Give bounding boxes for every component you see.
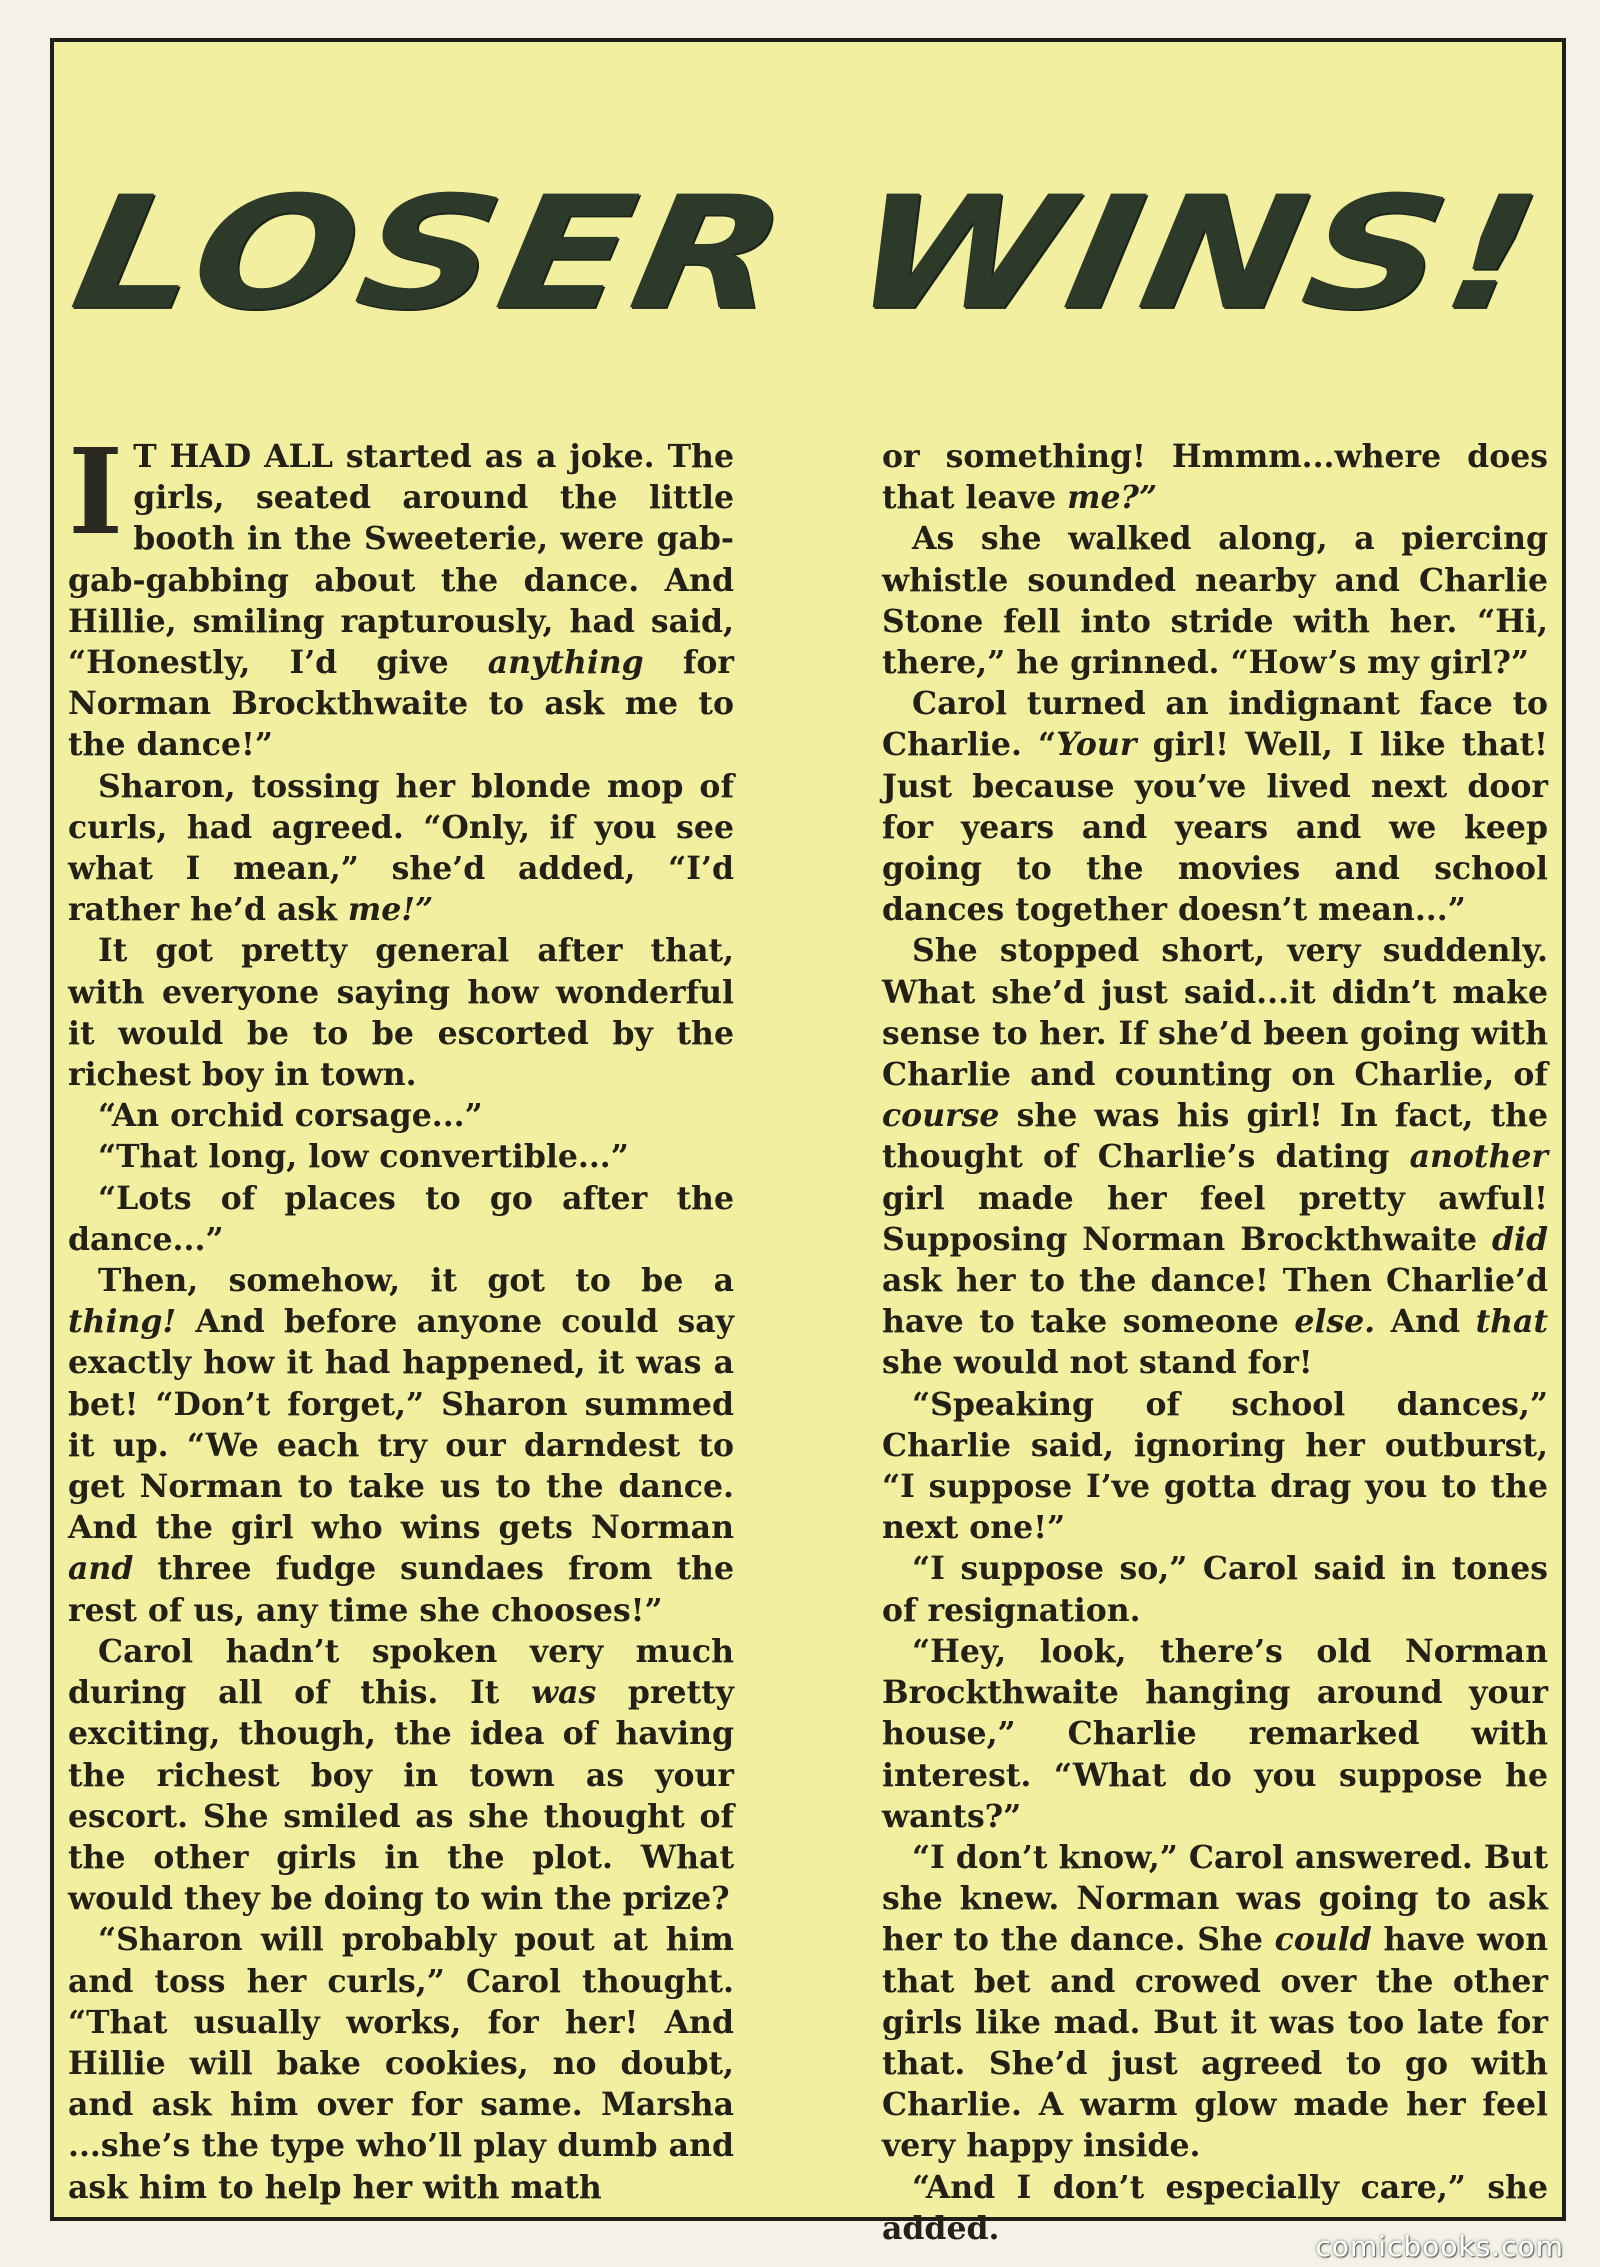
- emphasized-text: Your: [1056, 726, 1137, 764]
- text-run: She stopped short, very suddenly. What she’d just said...it didn’t make sense to her. If she’d been going with Charlie and counting on Charlie, of: [882, 932, 1548, 1094]
- text-run: she was his girl! In fact, the thought of Charlie’s dating: [882, 1097, 1548, 1176]
- site-watermark: comicbooks.com: [1315, 2230, 1564, 2263]
- paragraph: [68, 1919, 734, 2207]
- emphasized-text: me?”: [1067, 479, 1158, 517]
- left-column: [68, 422, 734, 2208]
- paragraph: [882, 930, 1548, 1383]
- text-run: girl made her feel pretty awful! Supposing Norman Brockthwaite: [882, 1179, 1548, 1258]
- text-run: “That long, low convertible...”: [98, 1138, 629, 1176]
- paragraph: [68, 766, 734, 931]
- emphasized-text: did: [1491, 1220, 1548, 1258]
- text-run: “Lots of places to go after the dance...”: [68, 1179, 734, 1258]
- text-run: “Hey, look, there’s old Norman Brockthwaite hanging around your house,” Charlie remarked with interest. “What do you suppose he wants?”: [882, 1632, 1548, 1835]
- text-run: she would not stand for!: [882, 1344, 1313, 1382]
- drop-cap: I: [68, 422, 124, 561]
- text-run: Then, somehow, it got to be a: [98, 1262, 734, 1300]
- emphasized-text: that: [1475, 1303, 1548, 1341]
- paragraph: [882, 436, 1548, 518]
- right-column: [882, 436, 1548, 2249]
- paragraph: [882, 1384, 1548, 1549]
- text-run: have won that bet and crowed over the other girls like mad. But it was too late for that. She’d just agreed to go with Charlie. A warm glow made her feel very happy inside.: [882, 1921, 1548, 2165]
- emphasized-text: else.: [1294, 1303, 1376, 1341]
- text-run: “Speaking of school dances,” Charlie said, ignoring her outburst, “I suppose I’ve gotta drag you to the next one!”: [882, 1385, 1548, 1547]
- paragraph: [68, 1178, 734, 1260]
- text-run: for Norman Brockthwaite to ask me to the dance!”: [68, 644, 734, 764]
- paragraph: [882, 518, 1548, 683]
- text-run: ask her to the dance! Then Charlie’d have to take someone: [882, 1262, 1548, 1341]
- paragraph: [68, 1631, 734, 1919]
- paragraph: [882, 1631, 1548, 1837]
- paragraph: [68, 1095, 734, 1136]
- emphasized-text: was: [531, 1674, 597, 1712]
- text-run: “I suppose so,” Carol said in tones of resignation.: [882, 1550, 1548, 1629]
- emphasized-text: course: [882, 1097, 1000, 1135]
- text-run: “Sharon will probably pout at him and toss her curls,” Carol thought. “That usually works, for her! And Hillie will bake cookies, no doubt, and ask him over for same. Marsha ...she’s the type who’ll play dumb and ask him to help her with math: [68, 1921, 734, 2206]
- text-run: And: [1375, 1303, 1476, 1341]
- text-run: Carol turned an indignant face to Charlie. “: [882, 685, 1548, 764]
- text-run: girl! Well, I like that! Just because you’ve lived next door for years and years and we keep going to the movies and school dances together doesn’t mean...”: [882, 726, 1548, 929]
- text-run: “And I don’t especially care,” she added.: [882, 2168, 1548, 2247]
- title-banner: [54, 128, 1562, 378]
- text-run: three fudge sundaes from the rest of us, any time she chooses!”: [68, 1550, 734, 1629]
- paragraph: [68, 1260, 734, 1631]
- emphasized-text: anything: [487, 644, 644, 682]
- paragraph: [68, 422, 734, 766]
- text-run: pretty exciting, though, the idea of having the richest boy in town as your escort. She smiled as she thought of the other girls in the plot. What would they be doing to win the prize?: [68, 1674, 734, 1918]
- text-run: or something! Hmmm...where does that leave: [882, 438, 1548, 517]
- paragraph: [882, 1837, 1548, 2167]
- left-column-text: [68, 422, 734, 2208]
- emphasized-text: could: [1274, 1921, 1372, 1959]
- emphasized-text: me!”: [347, 891, 434, 929]
- text-run: “An orchid corsage...”: [98, 1097, 483, 1135]
- text-run: As she walked along, a piercing whistle sounded nearby and Charlie Stone fell into stride with her. “Hi, there,” he grinned. “How’s my girl?”: [882, 520, 1548, 682]
- text-run: And before anyone could say exactly how it had happened, it was a bet! “Don’t forget,” Sharon summed it up. “We each try our darndest to get Norman to take us to the dance. And the girl who wins gets Norman: [68, 1303, 734, 1547]
- emphasized-text: and: [68, 1550, 134, 1588]
- paragraph: [882, 1548, 1548, 1630]
- text-run: Sharon, tossing her blonde mop of curls, had agreed. “Only, if you see what I mean,” she’d added, “I’d rather he’d ask: [68, 767, 734, 929]
- emphasized-text: thing!: [68, 1303, 177, 1341]
- text-run: T HAD ALL started as a joke. The girls, seated around the little booth in the Sweeterie, were gab-gab-gabbing about the dance. And Hillie, smiling rapturously, had said, “Honestly, I’d give: [68, 438, 734, 682]
- story-title: LOSER WINS!: [61, 162, 1555, 344]
- paragraph: [68, 1136, 734, 1177]
- emphasized-text: another: [1409, 1138, 1548, 1176]
- text-run: Carol hadn’t spoken very much during all of this. It: [68, 1632, 734, 1712]
- paragraph: [68, 930, 734, 1095]
- paragraph: [882, 683, 1548, 930]
- text-run: It got pretty general after that, with everyone saying how wonderful it would be to be escorted by the richest boy in town.: [68, 932, 734, 1094]
- right-column-text: [882, 436, 1548, 2249]
- text-run: “I don’t know,” Carol answered. But she knew. Norman was going to ask her to the dance. She: [882, 1838, 1548, 1959]
